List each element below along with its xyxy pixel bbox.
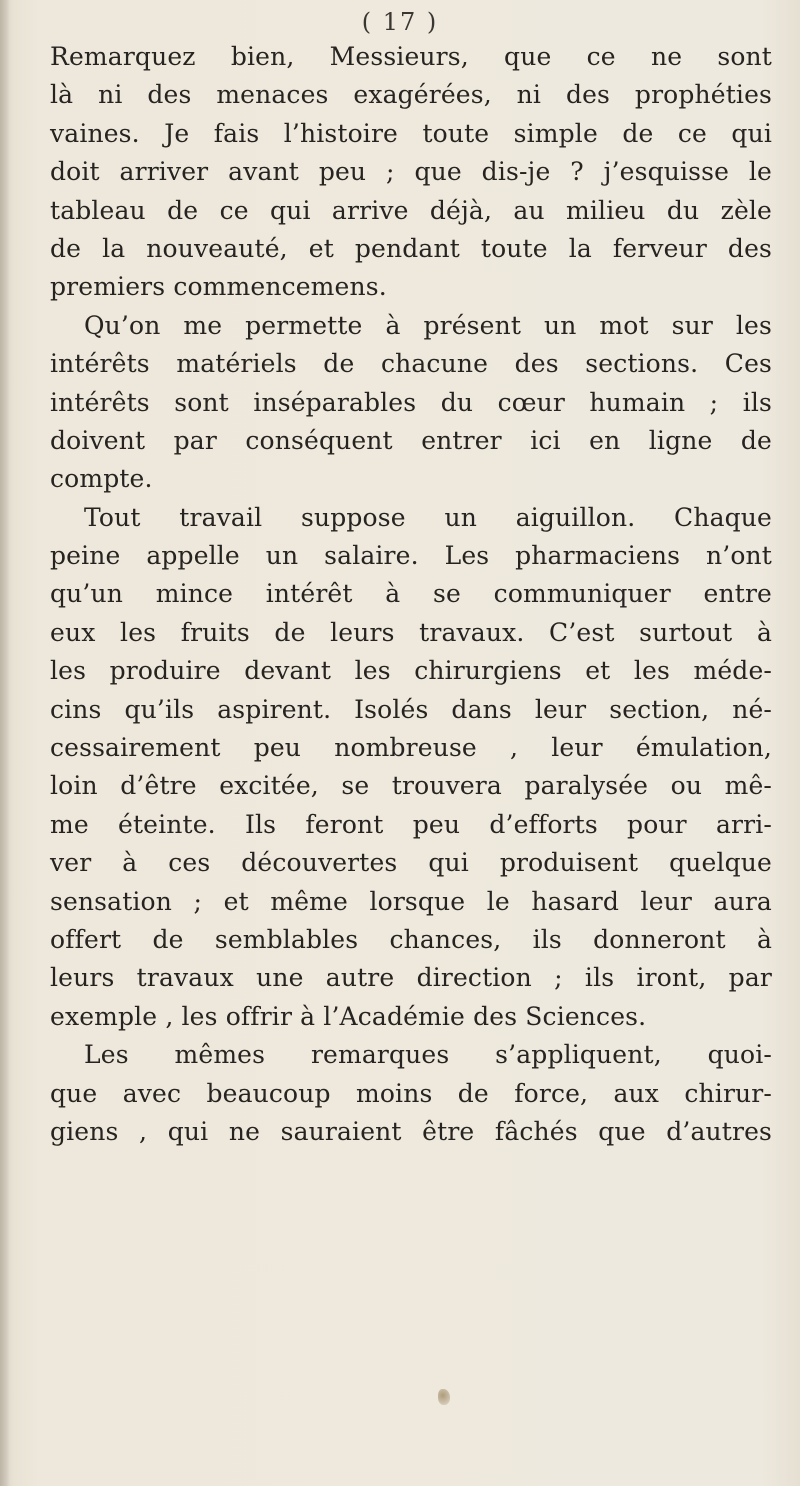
text-line: premiers commencemens. [50,272,387,302]
text-line: cessairement peu nombreuse , leur émulation, [50,733,772,763]
body-text [50,38,772,1151]
text-line: Les mêmes remarques s’appliquent, quoi- [84,1040,772,1070]
text-line: compte. [50,464,153,494]
text-line: eux les fruits de leurs travaux. C’est surtout à [50,617,772,647]
text-line: vaines. Je fais l’histoire toute simple de ce qui [50,118,772,148]
text-line: tableau de ce qui arrive déjà, au milieu du zèle [50,195,772,225]
page-number: ( 17 ) [361,8,439,36]
text-line: exemple , les offrir à l’Académie des Sciences. [50,1001,647,1031]
text-line: de la nouveauté, et pendant toute la ferveur des [50,233,772,263]
binding-shadow [0,0,10,1486]
text-line: leurs travaux une autre direction ; ils iront, par [50,963,772,993]
text-line: sensation ; et même lorsque le hasard leur aura [50,886,772,916]
text-line: Tout travail suppose un aiguillon. Chaque [84,502,772,532]
text-line: doivent par conséquent entrer ici en ligne de [50,425,772,455]
text-line: offert de semblables chances, ils donneront à [50,924,772,954]
text-line: loin d’être excitée, se trouvera paralysée ou mê- [50,771,772,801]
text-line: les produire devant les chirurgiens et les méde- [50,656,772,686]
text-line: cins qu’ils aspirent. Isolés dans leur section, né- [50,694,772,724]
text-line: intérêts sont inséparables du cœur humain ; ils [50,387,772,417]
text-line: peine appelle un salaire. Les pharmaciens n’ont [50,541,772,571]
text-line: Qu’on me permette à présent un mot sur les [84,310,772,340]
text-line: qu’un mince intérêt à se communiquer entre [50,579,772,609]
text-line: intérêts matériels de chacune des sections. Ces [50,349,772,379]
text-line: doit arriver avant peu ; que dis-je ? j’esquisse le [50,157,772,187]
ink-stain [438,1389,450,1405]
text-line: ver à ces découvertes qui produisent quelque [50,848,772,878]
text-line: là ni des menaces exagérées, ni des prophéties [50,80,772,110]
text-line: Remarquez bien, Messieurs, que ce ne sont [50,42,772,71]
text-line: que avec beaucoup moins de force, aux chirur- [50,1078,772,1108]
text-line: giens , qui ne sauraient être fâchés que d’autres [50,1116,772,1146]
text-line: me éteinte. Ils feront peu d’efforts pour arri- [50,809,772,839]
